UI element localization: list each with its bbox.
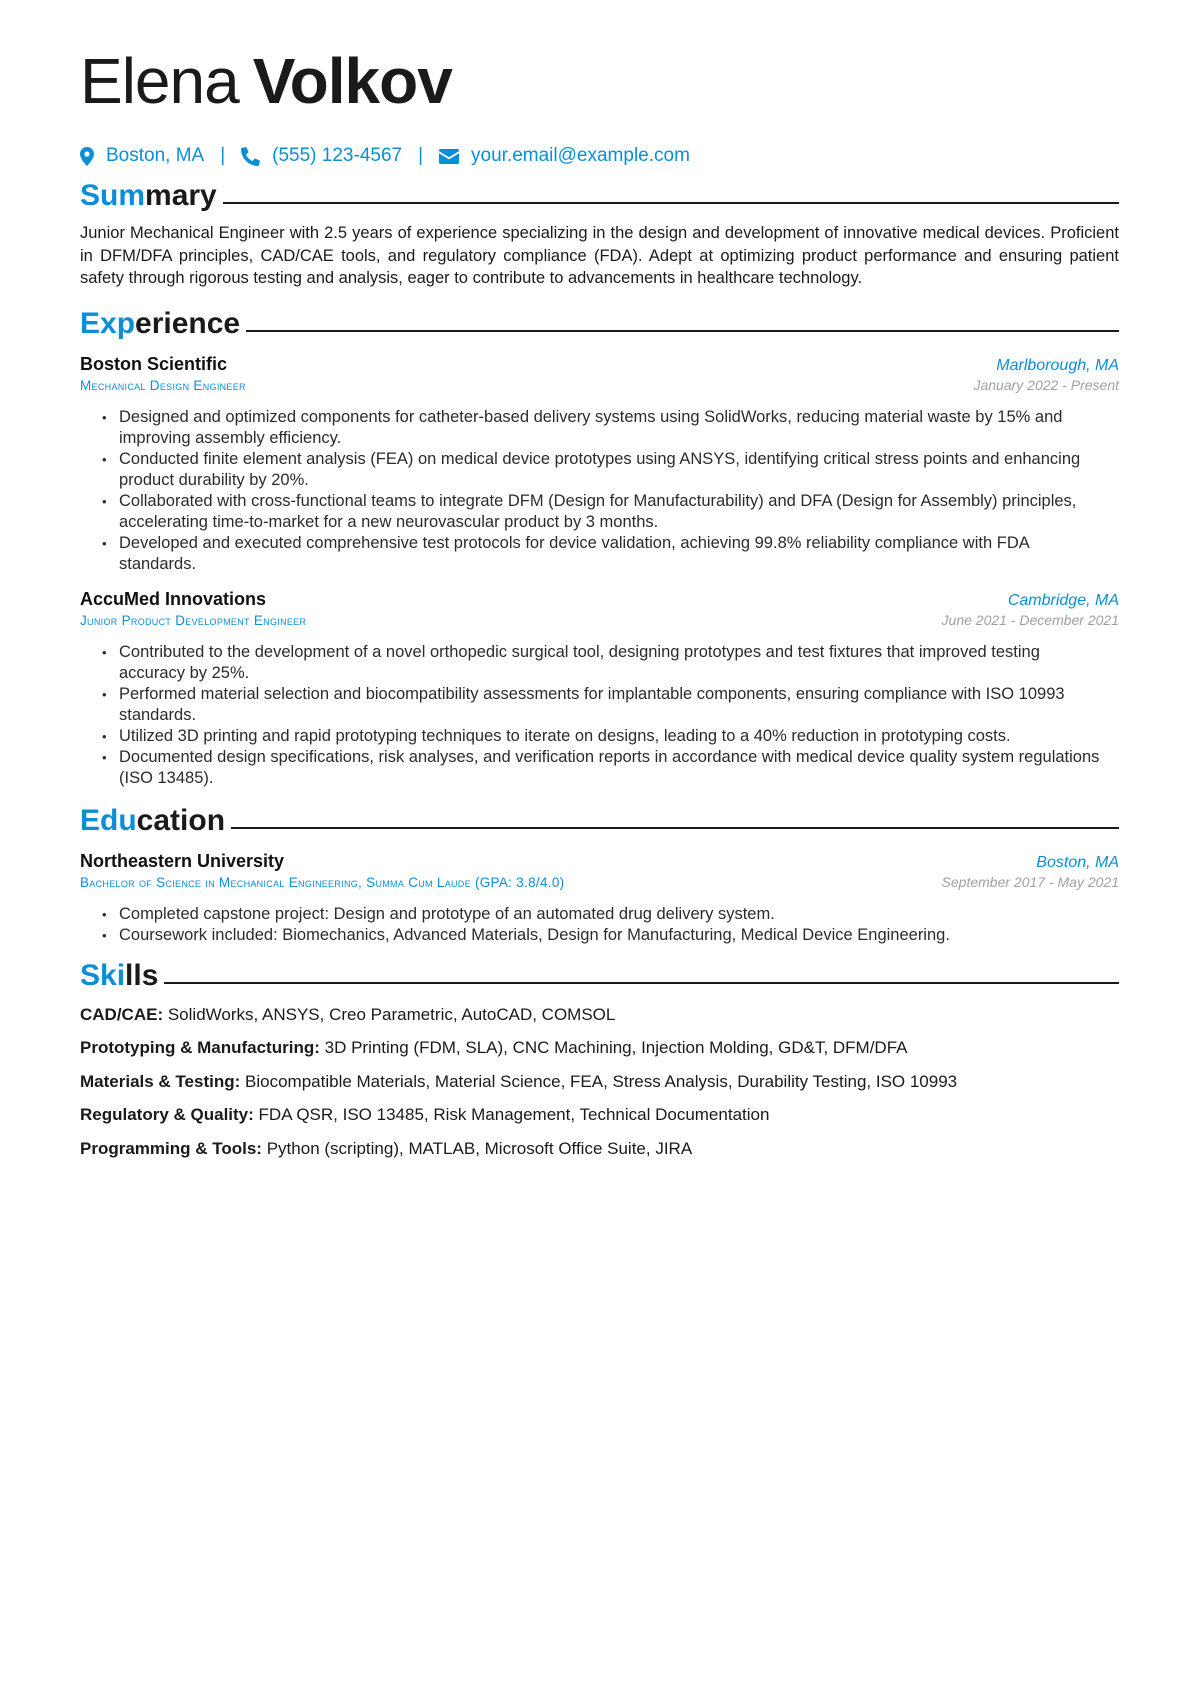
contact-separator: | bbox=[220, 145, 226, 166]
section-title bbox=[80, 959, 158, 993]
skill-category: Regulatory & Quality: bbox=[80, 1105, 254, 1124]
company-name: Boston Scientific bbox=[80, 353, 228, 374]
skill-values: Python (scripting), MATLAB, Microsoft Office Suite, JIRA bbox=[266, 1138, 693, 1158]
section-rule bbox=[164, 982, 1119, 984]
skill-category: Prototyping & Manufacturing: bbox=[80, 1038, 320, 1057]
skill-category: CAD/CAE: bbox=[80, 1004, 164, 1024]
job-location: Cambridge, MA bbox=[1007, 591, 1119, 609]
contact-bar bbox=[80, 138, 1119, 174]
title-accent: Edu bbox=[80, 803, 137, 837]
title-rest: mary bbox=[145, 179, 217, 212]
skill-row bbox=[80, 1138, 1119, 1160]
first-name: Elena bbox=[80, 45, 239, 117]
summary-text: Junior Mechanical Engineer with 2.5 years of experience specializing in the design and development of innovative medical devices. Proficient in DFM/DFA principles, CAD/CAE tools, and regulatory compliance (FDA). Adept at optimizing product performance and ensuring patient safety through rigorous testing and analysis, eager to contribute to advancements in healthcare technology. bbox=[80, 224, 1119, 287]
section-title bbox=[80, 804, 225, 838]
skills-heading bbox=[80, 956, 1119, 996]
resume-page bbox=[80, 36, 1119, 1171]
school-name: Northeastern University bbox=[80, 850, 285, 871]
section-title bbox=[80, 179, 217, 213]
job-dates: June 2021 - December 2021 bbox=[941, 611, 1119, 628]
title-rest: cation bbox=[136, 803, 226, 837]
education-heading bbox=[80, 801, 1119, 841]
title-accent: Sum bbox=[80, 179, 146, 212]
degree: Bachelor of Science in Mechanical Engineering, Summa Cum Laude (GPA: 3.8/4.0) bbox=[80, 874, 565, 890]
job-title: Mechanical Design Engineer bbox=[80, 377, 246, 393]
contact-email[interactable] bbox=[439, 145, 690, 167]
phone-icon bbox=[241, 147, 260, 166]
skill-values: 3D Printing (FDM, SLA), CNC Machining, Injection Molding, GD&T, DFM/DFA bbox=[324, 1038, 908, 1057]
phone-text: (555) 123-4567 bbox=[272, 145, 403, 166]
title-accent: Ski bbox=[80, 958, 126, 992]
education-bullets bbox=[80, 904, 1119, 946]
contact-separator: | bbox=[418, 145, 424, 166]
job-bullets bbox=[80, 407, 1119, 575]
list-item: • Performed material selection and biocompatibility assessments for implantable components, ensuring compliance with ISO 10993 standards. bbox=[80, 684, 1119, 726]
skill-row bbox=[80, 1071, 1119, 1093]
job-entry bbox=[80, 354, 1119, 575]
job-entry bbox=[80, 589, 1119, 789]
title-accent: Exp bbox=[80, 306, 136, 340]
job-bullets bbox=[80, 642, 1119, 789]
list-item: • Conducted finite element analysis (FEA) on medical device prototypes using ANSYS, identifying critical stress points and enhancing product durability by 20%. bbox=[80, 449, 1119, 491]
list-item: • Utilized 3D printing and rapid prototyping techniques to iterate on designs, leading to a 40% reduction in prototyping costs. bbox=[80, 726, 1119, 747]
list-item: • Designed and optimized components for catheter-based delivery systems using SolidWorks, reducing material waste by 15% and improving assembly efficiency. bbox=[80, 407, 1119, 449]
school-location: Boston, MA bbox=[1036, 853, 1119, 871]
skill-row bbox=[80, 1004, 1119, 1026]
job-title: Junior Product Development Engineer bbox=[80, 612, 307, 628]
job-dates: January 2022 - Present bbox=[973, 376, 1119, 393]
skill-category: Materials & Testing: bbox=[80, 1071, 241, 1091]
section-title bbox=[80, 307, 240, 341]
list-item: • Coursework included: Biomechanics, Advanced Materials, Design for Manufacturing, Medical Device Engineering. bbox=[80, 925, 1119, 946]
list-item: • Contributed to the development of a novel orthopedic surgical tool, designing prototypes and test fixtures that improved testing accuracy by 25%. bbox=[80, 642, 1119, 684]
contact-phone[interactable] bbox=[241, 145, 402, 167]
envelope-icon bbox=[439, 149, 459, 164]
list-item: • Collaborated with cross-functional teams to integrate DFM (Design for Manufacturability) and DFA (Design for Assembly) principles, accelerating time-to-market for a new neurovascular product by 3 months. bbox=[80, 491, 1119, 533]
skill-values: SolidWorks, ANSYS, Creo Parametric, AutoCAD, COMSOL bbox=[167, 1004, 616, 1024]
skills-list bbox=[80, 1004, 1119, 1160]
education-entry bbox=[80, 851, 1119, 946]
skill-values: FDA QSR, ISO 13485, Risk Management, Technical Documentation bbox=[258, 1105, 770, 1124]
section-rule bbox=[231, 827, 1119, 829]
location-text: Boston, MA bbox=[106, 145, 205, 166]
title-rest: lls bbox=[125, 958, 159, 992]
last-name: Volkov bbox=[252, 45, 452, 117]
experience-heading bbox=[80, 304, 1119, 344]
skill-row bbox=[80, 1037, 1119, 1059]
map-pin-icon bbox=[80, 147, 94, 166]
company-name: AccuMed Innovations bbox=[80, 588, 267, 609]
skill-category: Programming & Tools: bbox=[80, 1138, 262, 1158]
education-dates: September 2017 - May 2021 bbox=[941, 873, 1119, 890]
list-item: • Documented design specifications, risk analyses, and verification reports in accordance with medical device quality system regulations (ISO 13485). bbox=[80, 747, 1119, 789]
contact-location bbox=[80, 145, 204, 167]
section-rule bbox=[223, 202, 1119, 204]
job-location: Marlborough, MA bbox=[996, 356, 1119, 374]
list-item: • Completed capstone project: Design and prototype of an automated drug delivery system. bbox=[80, 904, 1119, 925]
email-link: your.email@example.com bbox=[471, 145, 690, 166]
candidate-name bbox=[80, 36, 1119, 126]
section-rule bbox=[246, 330, 1119, 332]
summary-heading bbox=[80, 176, 1119, 216]
skill-values: Biocompatible Materials, Material Science, FEA, Stress Analysis, Durability Testing, ISO 10993 bbox=[245, 1071, 958, 1091]
skill-row bbox=[80, 1104, 1119, 1126]
title-rest: erience bbox=[135, 306, 241, 340]
list-item: • Developed and executed comprehensive test protocols for device validation, achieving 99.8% reliability compliance with FDA standards. bbox=[80, 533, 1119, 575]
